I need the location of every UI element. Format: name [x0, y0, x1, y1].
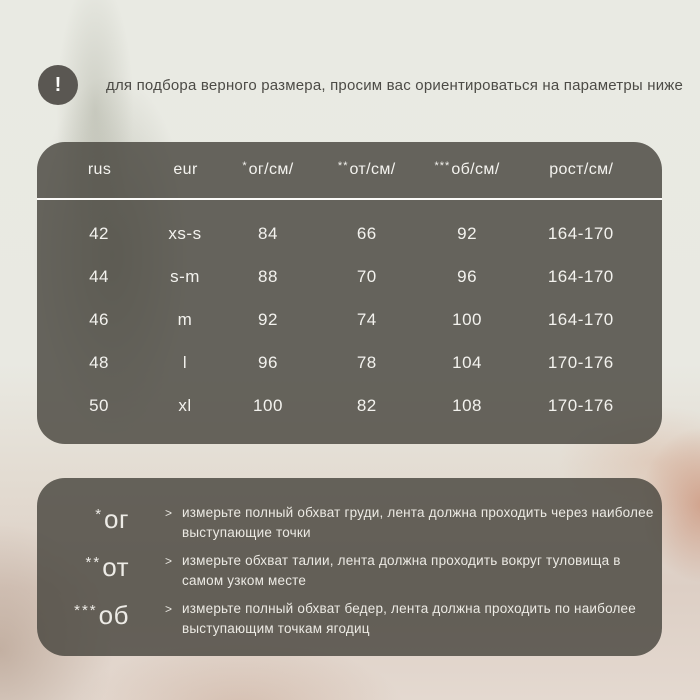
column-header-label: ог/см/	[248, 161, 294, 178]
table-cell: xl	[178, 395, 192, 415]
table-cell: 170-176	[547, 352, 614, 372]
table-cell: 46	[89, 309, 110, 329]
table-row-48	[37, 341, 662, 384]
asterisk-marker: *	[242, 160, 248, 172]
chevron-right-icon: >	[165, 506, 173, 520]
measurement-legend-panel	[37, 478, 662, 656]
asterisk-marker: *	[95, 506, 104, 523]
exclamation-glyph: !	[54, 73, 62, 96]
table-cell: 108	[452, 395, 483, 415]
legend-term	[37, 551, 129, 588]
table-cell: 88	[258, 266, 278, 286]
table-cell: m	[177, 309, 193, 329]
column-header-label: об/см/	[451, 161, 500, 178]
table-cell: 44	[89, 266, 110, 286]
legend-description	[182, 503, 654, 542]
table-cell: 164-170	[547, 266, 614, 286]
legend-term-label: об	[98, 600, 129, 630]
chevron-right-icon: >	[165, 602, 173, 616]
column-header-waist	[313, 161, 420, 179]
table-cell: 104	[452, 352, 483, 372]
legend-term-label: от	[102, 552, 129, 582]
table-cell: 50	[89, 395, 110, 415]
legend-item-hips	[37, 599, 662, 638]
legend-item-waist	[37, 551, 662, 590]
exclamation-icon	[38, 65, 78, 105]
table-cell: 66	[356, 223, 377, 243]
notice-text: для подбора верного размера, просим вас ориентироваться на параметры ниже	[106, 76, 684, 94]
table-cell: 78	[356, 352, 377, 372]
legend-description-line: самом узком месте	[182, 572, 307, 588]
asterisk-marker: **	[85, 554, 102, 571]
table-row-50	[37, 384, 662, 427]
column-header-label: rus	[87, 161, 112, 178]
table-row-46	[37, 298, 662, 341]
asterisk-marker: ***	[74, 602, 98, 619]
column-header-label: рост/см/	[549, 161, 614, 178]
table-cell: 164-170	[547, 223, 614, 243]
table-cell: xs-s	[168, 223, 202, 243]
size-notice	[38, 65, 683, 105]
table-cell: 48	[89, 352, 110, 372]
legend-item-chest	[37, 503, 662, 542]
column-header-label: от/см/	[349, 161, 396, 178]
table-cell: 42	[89, 223, 110, 243]
legend-description-line: выступающие точки	[182, 524, 311, 540]
column-header-chest	[223, 161, 313, 179]
table-cell: 74	[356, 309, 377, 329]
table-cell: 170-176	[547, 395, 614, 415]
table-cell: 96	[457, 266, 478, 286]
table-cell: 92	[258, 309, 278, 329]
legend-description	[182, 599, 636, 638]
legend-term	[37, 503, 129, 540]
legend-term	[37, 599, 129, 636]
table-body	[37, 200, 662, 427]
legend-term-label: ог	[104, 504, 129, 534]
table-cell: 96	[258, 352, 278, 372]
legend-description	[182, 551, 621, 590]
table-cell: 70	[356, 266, 377, 286]
legend-description-line: измерьте обхват талии, лента должна проходить вокруг туловища в	[182, 553, 621, 568]
column-header-label: eur	[173, 161, 198, 178]
column-header-eur	[147, 161, 223, 179]
table-cell: 100	[253, 395, 283, 415]
column-header-rus	[51, 161, 147, 179]
table-cell: 164-170	[547, 309, 614, 329]
table-cell: s-m	[170, 266, 200, 286]
legend-description-line: измерьте полный обхват бедер, лента должна проходить по наиболее	[182, 601, 636, 616]
table-cell: 92	[457, 223, 478, 243]
chevron-right-icon: >	[165, 554, 173, 568]
column-header-height	[514, 161, 648, 179]
asterisk-marker: **	[337, 160, 349, 172]
table-cell: 100	[452, 309, 483, 329]
size-table-panel	[37, 142, 662, 444]
table-cell: l	[182, 352, 188, 372]
column-header-hips	[421, 161, 514, 179]
table-cell: 84	[258, 223, 278, 243]
table-header-row	[37, 142, 662, 198]
legend-description-line: выступающим точкам ягодиц	[182, 620, 370, 636]
asterisk-marker: ***	[434, 160, 451, 172]
table-cell: 82	[356, 395, 377, 415]
table-row-44	[37, 255, 662, 298]
legend-description-line: измерьте полный обхват груди, лента должна проходить через наиболее	[182, 505, 654, 520]
table-row-42	[37, 212, 662, 255]
